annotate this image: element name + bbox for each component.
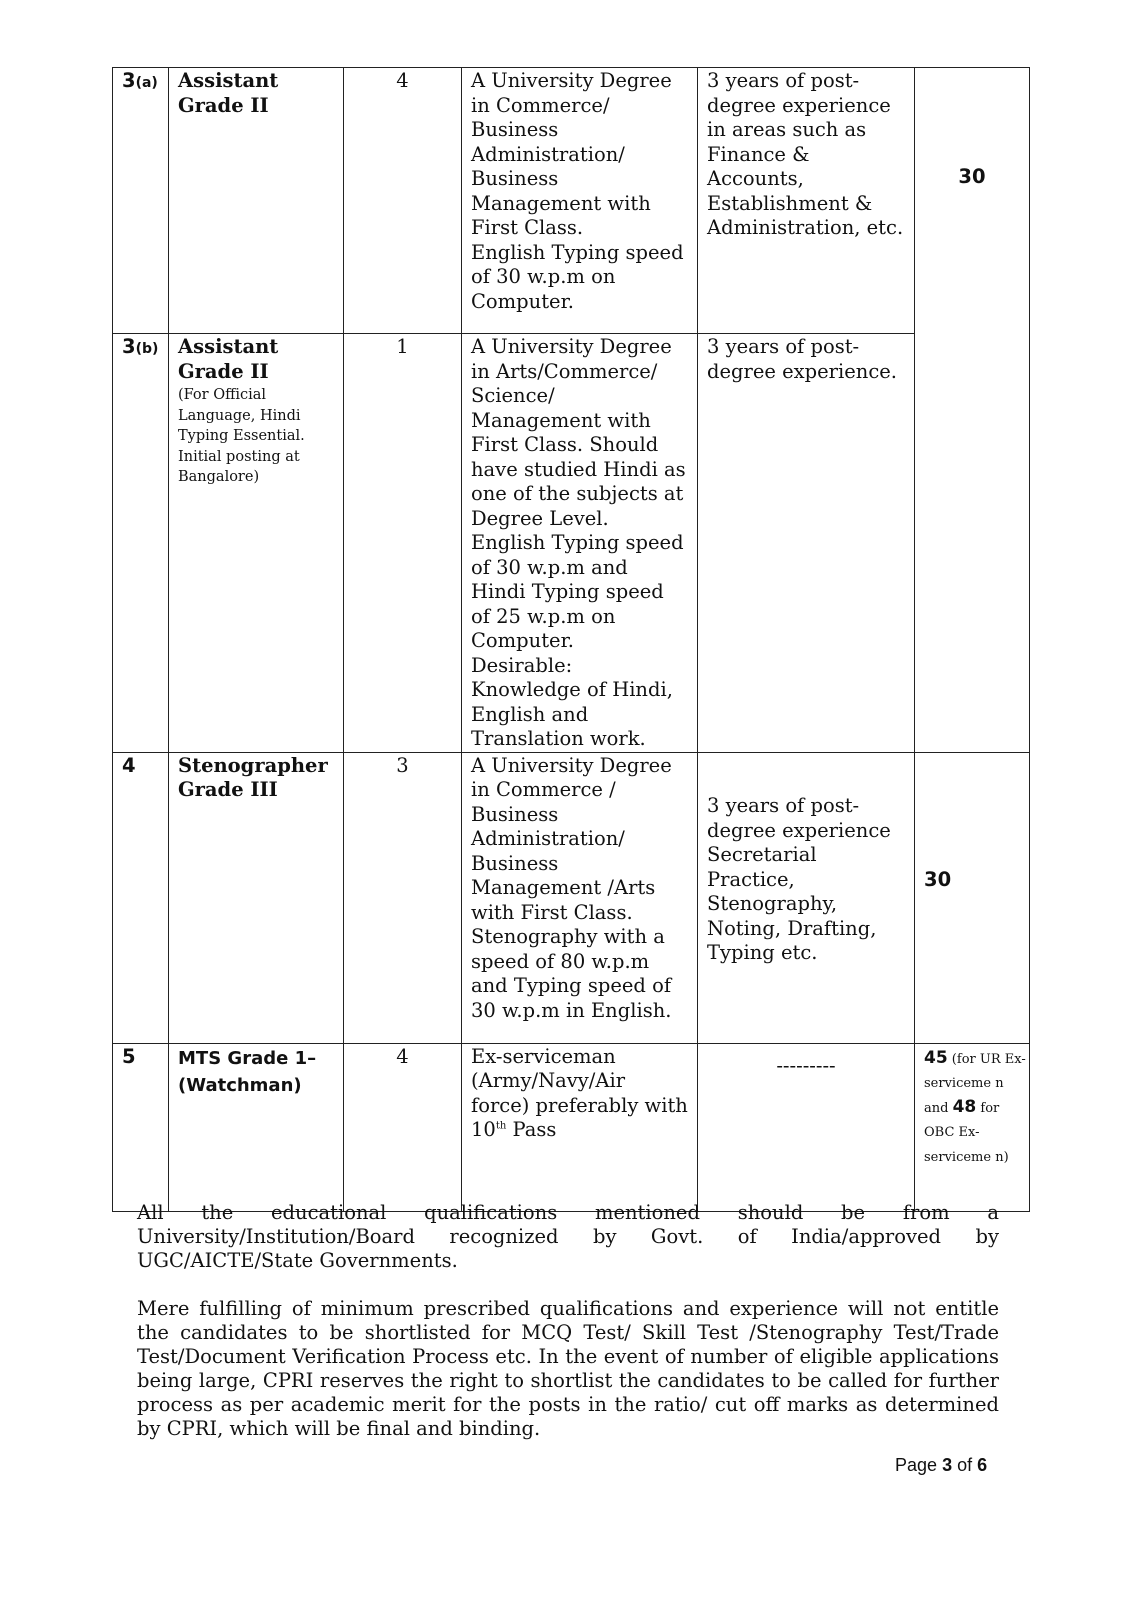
total-pages-number: 6 (977, 1455, 988, 1475)
qualification-tail: Pass (506, 1118, 557, 1141)
age-limit-cell (915, 1043, 1030, 1211)
qualification-text: A University Degree in Arts/Commerce/ Science/ Management with First Class. Should have studied Hindi as one of the subjects at Degree Level. English Typing speed of 30 w.p.m and Hindi Typing speed of 25 w.p.m on Computer. Desirable: Knowledge of Hindi, English and Translation work. (471, 335, 686, 750)
qualification-note-paragraph: All the educational qualifications mentioned should be from a University/Institution/Board recognized by Govt. of India/approved by UGC/AICTE/State Governments. (137, 1201, 999, 1272)
post-name-cell (169, 752, 344, 1043)
current-page-number: 3 (942, 1455, 953, 1475)
vacancies-cell: 4 (344, 1043, 462, 1211)
qualification-cell (462, 334, 698, 753)
table-row (113, 1043, 1030, 1211)
post-name-cell (169, 334, 344, 753)
post-name: Stenographer Grade III (178, 753, 328, 801)
post-number-cell: 3(a) (113, 68, 169, 334)
qualification-text: Ex-serviceman (Army/Navy/Air force) preferably with 10 (471, 1044, 688, 1141)
qualification-cell (462, 1043, 698, 1211)
post-name: Assistant Grade II (178, 69, 279, 117)
age-limit-ur: 45 (924, 1047, 948, 1068)
age-limit-cell: 30 (915, 752, 1030, 1043)
table-row (113, 752, 1030, 1043)
age-limit-cell: 30 (915, 68, 1030, 334)
posts-table (112, 67, 1030, 1212)
post-name-cell (169, 68, 344, 334)
post-number-cell: 4 (113, 752, 169, 1043)
vacancies-cell: 1 (344, 334, 462, 753)
qualification-text: A University Degree in Commerce/ Business Administration/ Business Management with First Class. English Typing speed of 30 w.p.m on Computer. (471, 69, 684, 313)
shortlisting-note-paragraph: Mere fulfilling of minimum prescribed qualifications and experience will not entitle the candidates to be shortlisted for MCQ Test/ Skill Test /Stenography Test/Trade Test/Document Verification Process etc. In the event of number of eligible applications being large, CPRI reserves the right to shortlist the candidates to be called for further process as per academic merit for the posts in the ratio/ cut off marks as determined by CPRI, which will be final and binding. (137, 1297, 999, 1440)
post-name: Assistant Grade II (178, 335, 279, 383)
post-note: (For Official Language, Hindi Typing Essential. Initial posting at Bangalore) (178, 387, 305, 485)
qualification-text: A University Degree in Commerce / Business Administration/ Business Management /Arts with First Class. Stenography with a speed of 80 w.p.m and Typing speed of 30 w.p.m in English. (471, 753, 672, 1022)
post-number-cell: 3(b) (113, 334, 169, 753)
age-limit-cell (915, 334, 1030, 753)
post-number-cell: 5 (113, 1043, 169, 1211)
superscript-th: th (495, 1120, 507, 1132)
age-limit-obc: 48 (952, 1096, 977, 1117)
experience-cell: 3 years of post-degree experience. (698, 334, 915, 753)
table-row (113, 68, 1030, 334)
experience-cell: 3 years of post-degree experience Secretarial Practice, Stenography, Noting, Drafting, Typing etc. (698, 752, 915, 1043)
post-name: MTS Grade 1– (Watchman) (178, 1047, 317, 1096)
vacancies-cell: 3 (344, 752, 462, 1043)
age-limit-ur-text: (for UR Ex-serviceme n and (924, 1051, 1026, 1116)
age-limit-obc-text: for OBC Ex-serviceme n) (924, 1100, 1009, 1165)
post-name-cell (169, 1043, 344, 1211)
qualification-cell (462, 752, 698, 1043)
experience-cell: --------- (698, 1043, 915, 1211)
qualification-cell (462, 68, 698, 334)
page-number-footer: Page 3 of 6 (895, 1455, 988, 1475)
experience-cell: 3 years of post-degree experience in areas such as Finance & Accounts, Establishment & Administration, etc. (698, 68, 915, 334)
table-row (113, 334, 1030, 753)
vacancies-cell: 4 (344, 68, 462, 334)
